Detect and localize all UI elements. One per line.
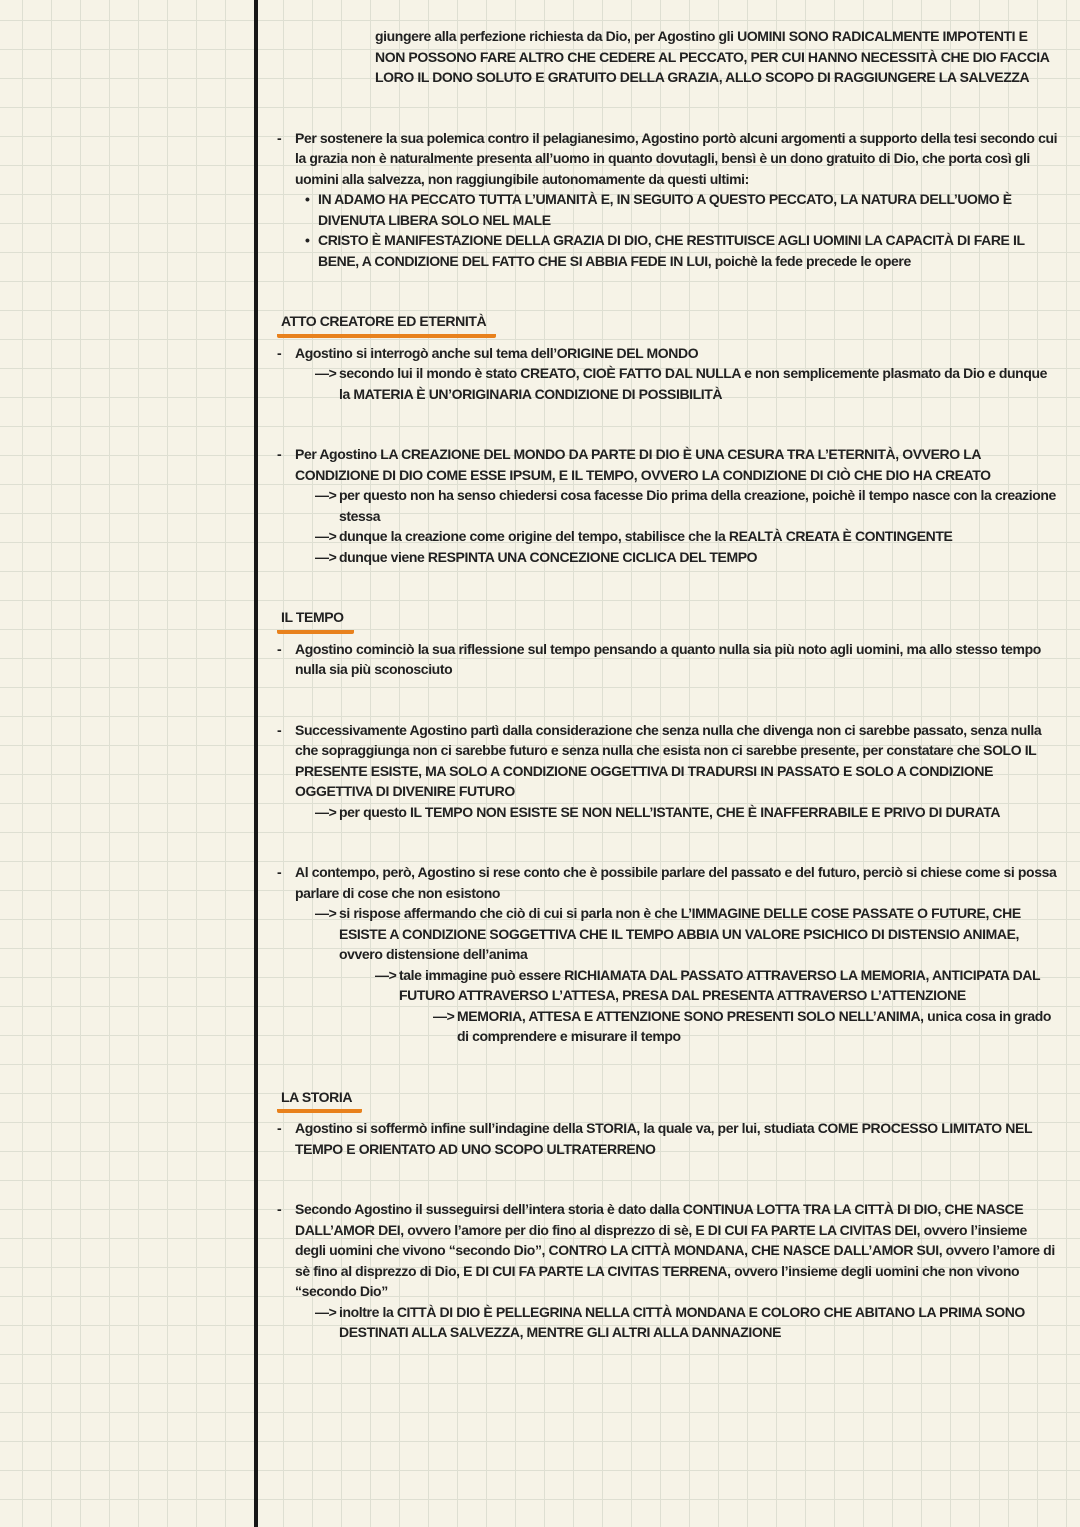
dash-marker: -: [277, 1120, 282, 1136]
section-la-storia: [277, 1087, 1059, 1343]
note-text: tale immagine può essere RICHIAMATA DAL PASSATO ATTRAVERSO LA MEMORIA, ANTICIPATA DAL FUTURO ATTRAVERSO L’ATTESA, PRESA DAL PRESENTA ATTRAVERSO L’ATTENZIONE: [399, 966, 1040, 1003]
note-item: [277, 26, 1059, 88]
note-text: Successivamente Agostino partì dalla considerazione che senza nulla che divenga non ci sarebbe passato, senza nulla che sopraggiunga non ci sarebbe futuro e senza nulla che esista non ci sarebbe presente, per constatare che SOLO IL PRESENTE ESISTE, MA SOLO A CONDIZIONE OGGETTIVA DI TRADURSI IN PASSATO E SOLO A CONDIZIONE OGGETTIVA DI DIVENIRE FUTURO: [295, 721, 1042, 799]
note-text: per questo non ha senso chiedersi cosa facesse Dio prima della creazione, poichè il tempo nasce con la creazione stessa: [339, 487, 1056, 524]
note-text: Agostino si interrogò anche sul tema dell’ORIGINE DEL MONDO: [295, 344, 699, 361]
note-item: [277, 639, 1059, 680]
section-atto-creatore: [277, 311, 1059, 567]
arrow-marker: —>: [315, 803, 337, 820]
arrow-marker: —>: [375, 966, 397, 983]
heading-la-storia: LA STORIA: [277, 1087, 362, 1114]
note-item: [277, 526, 1059, 547]
dash-marker: -: [277, 1201, 282, 1217]
note-item: [277, 1302, 1059, 1343]
bullet-marker: •: [305, 232, 310, 248]
note-item: [277, 862, 1059, 903]
note-item: [277, 128, 1059, 190]
note-text: Per sostenere la sua polemica contro il pelagianesimo, Agostino portò alcuni argomenti a supporto della tesi secondo cui la grazia non è naturalmente presenta all’uomo in quanto dovutagli, bensì è un dono gratuito di Dio, che porta così gli uomini alla salvezza, non raggiungibile autonomamente da questi ultimi:: [295, 129, 1058, 187]
note-text: Per Agostino LA CREAZIONE DEL MONDO DA PARTE DI DIO È UNA CESURA TRA L’ETERNITÀ, OVVERO LA CONDIZIONE DI DIO COME ESSE IPSUM, E IL TEMPO, OVVERO LA CONDIZIONE DI CIÒ CHE DIO HA CREATO: [295, 446, 991, 483]
dash-marker: -: [277, 721, 282, 738]
note-text: IN ADAMO HA PECCATO TUTTA L’UMANITÀ E, IN SEGUITO A QUESTO PECCATO, LA NATURA DELL’UOMO È DIVENUTA LIBERA SOLO NEL MALE: [318, 191, 1012, 228]
arrow-marker: —>: [315, 487, 337, 503]
arrow-marker: —>: [433, 1007, 455, 1024]
bullet-marker: •: [305, 191, 310, 207]
note-text: secondo lui il mondo è stato CREATO, CIOÈ FATTO DAL NULLA e non semplicemente plasmato da Dio e dunque la MATERIA È UN’ORIGINARIA CONDIZIONE DI POSSIBILITÀ: [339, 365, 1048, 402]
heading-il-tempo: IL TEMPO: [277, 607, 354, 634]
note-item: [277, 720, 1059, 802]
heading-atto-creatore-ed-eternita: ATTO CREATORE ED ETERNITÀ: [277, 311, 496, 338]
note-item: [277, 1199, 1059, 1302]
dash-marker: -: [277, 640, 282, 657]
note-text: si rispose affermando che ciò di cui si parla non è che L’IMMAGINE DELLE COSE PASSATE O FUTURE, CHE ESISTE A CONDIZIONE SOGGETTIVA CHE IL TEMPO ABBIA UN VALORE PSICHICO DI DISTENSIO ANIMAE, ovvero distensione dell’anima: [339, 905, 1021, 962]
section-heading: [277, 311, 1059, 338]
dash-marker: -: [277, 446, 282, 462]
note-item: [277, 547, 1059, 568]
dash-marker: -: [277, 344, 282, 361]
note-text: dunque la creazione come origine del tempo, stabilisce che la REALTÀ CREATA È CONTINGENTE: [339, 528, 953, 544]
note-text: per questo IL TEMPO NON ESISTE SE NON NELL’ISTANTE, CHE È INAFFERRABILE E PRIVO DI DURATA: [339, 803, 1001, 820]
note-item: [277, 903, 1059, 965]
arrow-marker: —>: [315, 905, 337, 921]
arrow-marker: —>: [315, 548, 337, 565]
note-item: [277, 802, 1059, 823]
note-item: [277, 1118, 1059, 1159]
dash-marker: -: [277, 129, 282, 146]
arrow-marker: —>: [315, 528, 337, 544]
note-item: [277, 1006, 1059, 1047]
note-item: [277, 965, 1059, 1006]
note-text: Agostino si soffermò infine sull’indagine della STORIA, la quale va, per lui, studiata COME PROCESSO LIMITATO NEL TEMPO E ORIENTATO AD UNO SCOPO ULTRATERRENO: [295, 1120, 1032, 1157]
note-text: MEMORIA, ATTESA E ATTENZIONE SONO PRESENTI SOLO NELL’ANIMA, unica cosa in grado di comprendere e misurare il tempo: [457, 1007, 1052, 1044]
note-text: Al contempo, però, Agostino si rese conto che è possibile parlare del passato e del futuro, perciò si chiese come si possa parlare di cose che non esistono: [295, 864, 1057, 901]
note-item: [277, 485, 1059, 526]
note-item: [277, 343, 1059, 364]
note-text: CRISTO È MANIFESTAZIONE DELLA GRAZIA DI DIO, CHE RESTITUISCE AGLI UOMINI LA CAPACITÀ DI FARE IL BENE, A CONDIZIONE DEL FATTO CHE SI ABBIA FEDE IN LUI, poichè la fede precede le opere: [318, 232, 1025, 269]
note-text: Agostino cominciò la sua riflessione sul tempo pensando a quanto nulla sia più noto agli uomini, ma allo stesso tempo nulla sia più sconosciuto: [295, 640, 1041, 677]
section-il-tempo: [277, 607, 1059, 1047]
notes-content: [277, 26, 1059, 1343]
note-text: dunque viene RESPINTA UNA CONCEZIONE CICLICA DEL TEMPO: [339, 548, 758, 565]
margin-rule: [254, 0, 258, 1527]
dash-marker: -: [277, 864, 282, 880]
note-item: [277, 444, 1059, 485]
section-heading: [277, 607, 1059, 634]
arrow-marker: —>: [315, 365, 337, 381]
note-text: inoltre la CITTÀ DI DIO È PELLEGRINA NELLA CITTÀ MONDANA E COLORO CHE ABITANO LA PRIMA SONO DESTINATI ALLA SALVEZZA, MENTRE GLI ALTRI ALLA DANNAZIONE: [339, 1303, 1025, 1340]
arrow-marker: —>: [315, 1303, 337, 1320]
note-item: [277, 189, 1059, 230]
section-heading: [277, 1087, 1059, 1114]
note-text: Secondo Agostino il susseguirsi dell’intera storia è dato dalla CONTINUA LOTTA TRA LA CITTÀ DI DIO, CHE NASCE DALL’AMOR DEI, ovvero l’amore per dio fino al disprezzo di sè, E DI CUI FA PARTE LA CIVITAS DEI, ovvero l’insieme degli uomini che vivono “secondo Dio”, CONTRO LA CITTÀ MONDANA, CHE NASCE DALL’AMOR SUI, ovvero l’amore di sè fino al disprezzo di Dio, E DI CUI FA PARTE LA CIVITAS TERRENA, ovvero l’insieme degli uomini che non vivono “secondo Dio”: [295, 1201, 1055, 1299]
note-item: [277, 363, 1059, 404]
note-item: [277, 230, 1059, 271]
note-text: giungere alla perfezione richiesta da Dio, per Agostino gli UOMINI SONO RADICALMENTE IMPOTENTI E NON POSSONO FARE ALTRO CHE CEDERE AL PECCATO, PER CUI HANNO NECESSITÀ CHE DIO FACCIA LORO IL DONO SOLUTO E GRATUITO DELLA GRAZIA, ALLO SCOPO DI RAGGIUNGERE LA SALVEZZA: [375, 28, 1049, 85]
section-grazia: [277, 26, 1059, 271]
